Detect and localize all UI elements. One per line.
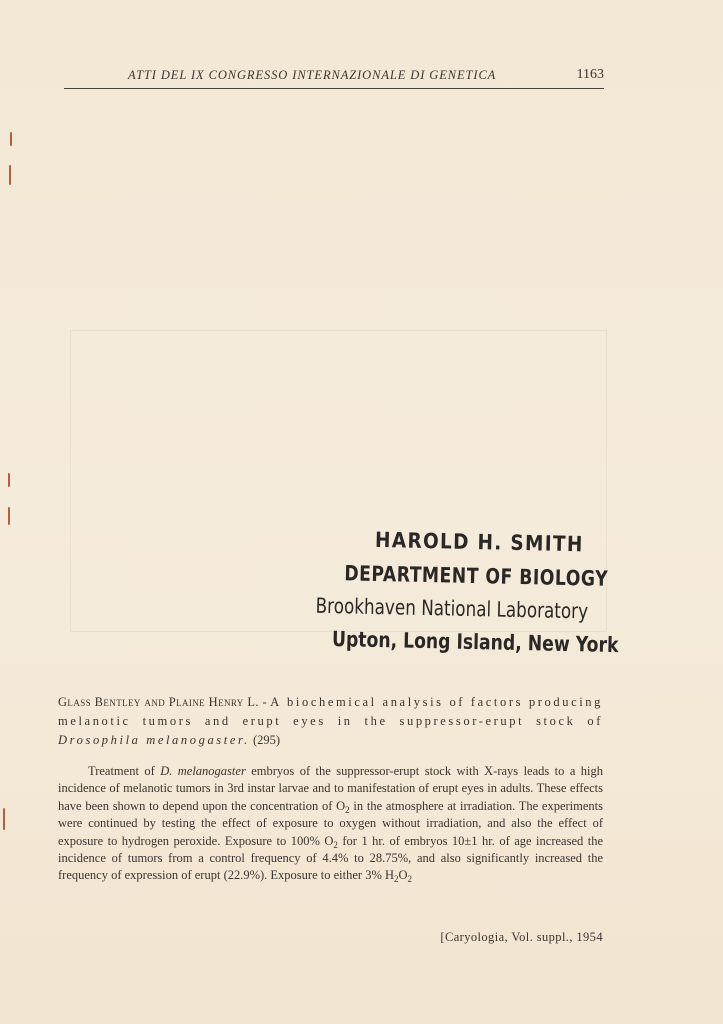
abstract-body: Treatment of D. melanogaster embryos of the suppressor-erupt stock with X-rays leads to a high incidence of melanotic tumors in 3rd instar larvae and to manifestation of erupt eyes in adults. These effects have been shown to depend upon the concentration of $O_2$ in the atmosphere at irradiation. The experiments were continued by testing the effect of exposure to oxygen without irradiation, and also the effect of exposure to hydrogen peroxide. Exposure to 100% $O_2$ for 1 hr. of embryos 10±1 hr. of age increased the incidence of tumors from a control frequency of 4.4% to 28.75%, and also significantly increased the frequency of expression of erupt (22.9%). Exposure to either 3% $H_2O_2$	[58, 764, 604, 885]
address-stamp	[307, 527, 640, 658]
article-authors: Glass Bentley and Plaine Henry L. -	[58, 695, 268, 709]
margin-mark	[8, 473, 10, 487]
stamp-department: DEPARTMENT OF BIOLOGY	[344, 561, 609, 591]
abstract-number: (295)	[252, 733, 281, 747]
margin-mark	[3, 808, 5, 830]
stamp-laboratory: Brookhaven National Laboratory	[315, 593, 589, 624]
stamp-name: HAROLD H. SMITH	[374, 527, 584, 557]
article-title: A biochemical analysis of factors producing melanotic tumors and erupt eyes in the suppressor-erupt stock of Drosophila melanogaster.	[58, 695, 603, 747]
page-header	[64, 66, 604, 89]
article-title-block	[58, 693, 603, 750]
margin-mark	[8, 507, 10, 525]
species-name: Drosophila melanogaster.	[58, 733, 250, 747]
stamp-location: Upton, Long Island, New York	[331, 627, 619, 658]
margin-mark	[9, 165, 11, 185]
citation: [Caryologia, Vol. suppl., 1954	[440, 930, 603, 944]
page-number: 1163	[576, 67, 604, 82]
running-head: ATTI DEL IX CONGRESSO INTERNAZIONALE DI GENETICA	[128, 68, 497, 82]
margin-mark	[10, 132, 12, 146]
abstract-article	[58, 693, 603, 885]
species-short: D. melanogaster	[160, 764, 246, 778]
